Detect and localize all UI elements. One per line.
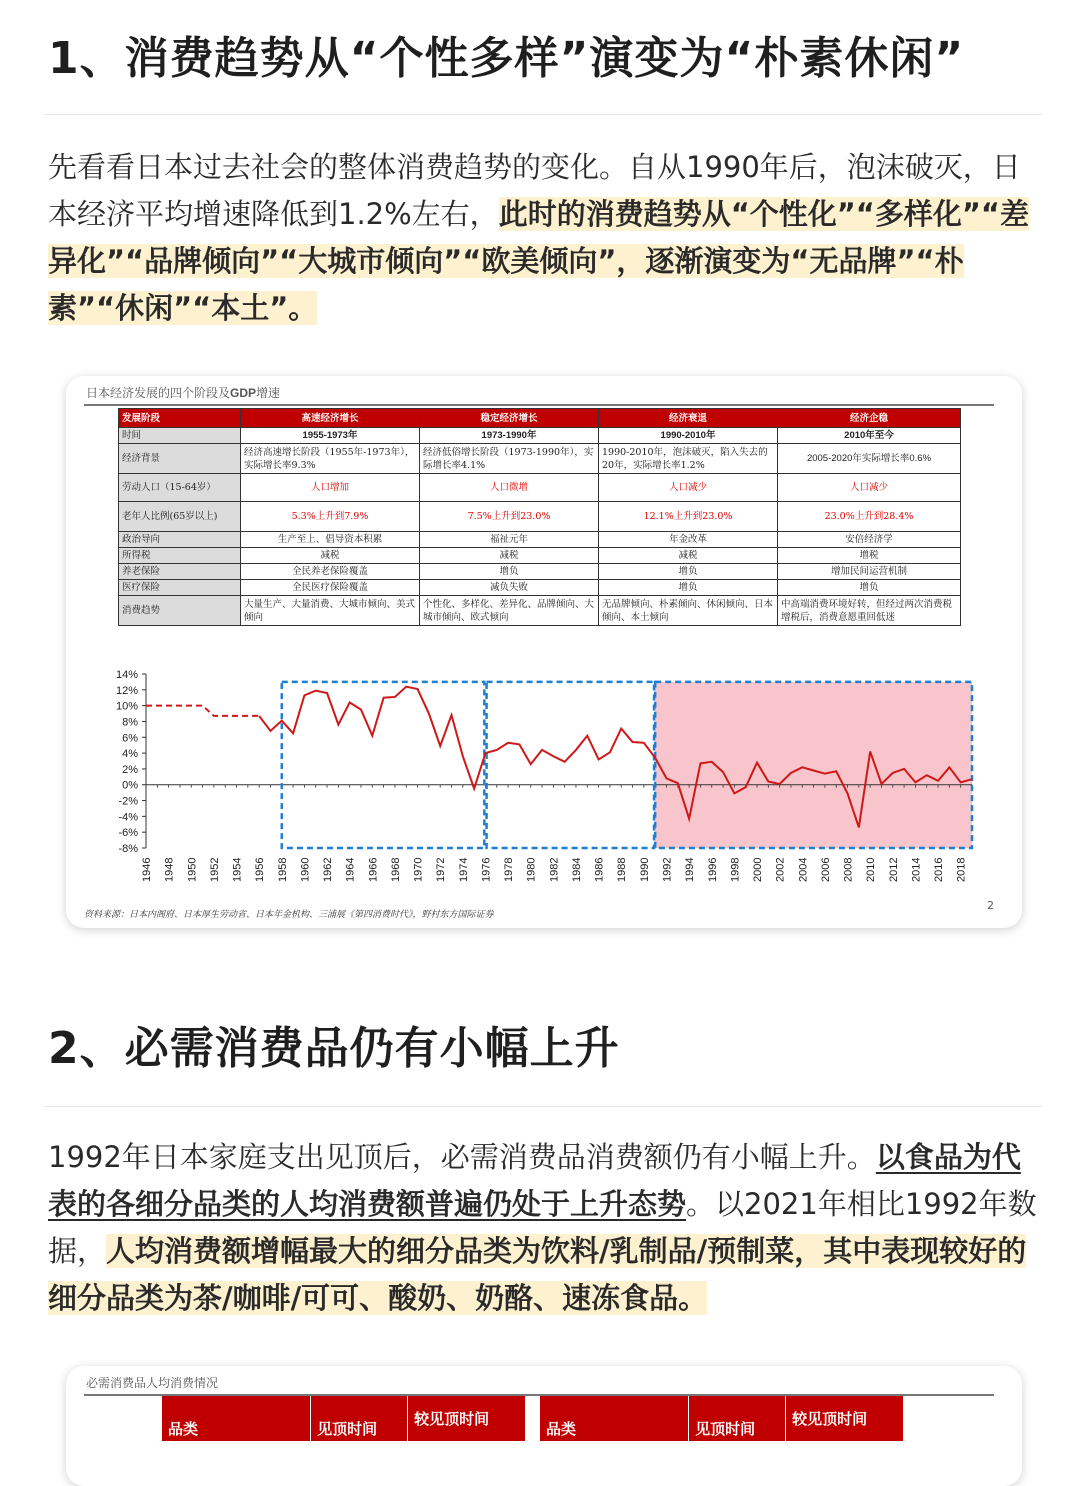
x-tick-label: 1948: [163, 857, 176, 882]
x-tick-label: 1982: [548, 857, 561, 882]
x-tick-label: 1984: [570, 857, 583, 882]
x-tick-label: 1952: [208, 857, 221, 882]
table-row-label: 医疗保险: [119, 580, 241, 596]
table-cell: 大量生产、大量消费、大城市倾向、美式倾向: [241, 596, 420, 626]
table-header-label: 发展阶段: [119, 409, 241, 428]
table-cell: 年金改革: [599, 532, 778, 548]
table-cell: 2010年至今: [778, 428, 961, 444]
x-tick-label: 1970: [412, 857, 425, 882]
table-cell: 增负: [599, 564, 778, 580]
x-tick-label: 1996: [706, 857, 719, 882]
right-header-peak: 见顶时间: [689, 1396, 786, 1441]
y-tick-label: 14%: [115, 669, 138, 681]
x-tick-label: 1980: [525, 857, 538, 882]
right-header-category: 品类: [540, 1396, 689, 1441]
x-tick-label: 1986: [593, 857, 606, 882]
x-tick-label: 2006: [819, 857, 832, 882]
y-tick-label: 4%: [122, 748, 138, 761]
table-row: [119, 548, 961, 564]
x-tick-label: 1998: [729, 857, 742, 882]
table-cell: 23.0%上升到28.4%: [778, 502, 961, 532]
y-tick-label: -4%: [118, 811, 138, 824]
table-row: [119, 502, 961, 532]
x-tick-label: 1974: [457, 857, 470, 882]
table-cell: 人口增加: [241, 474, 420, 502]
table-row-label: 所得税: [119, 548, 241, 564]
x-tick-label: 1962: [322, 857, 335, 882]
table-cell: 中高端消费环境好转，但经过两次消费税增税后，消费意愿重回低迷: [778, 596, 961, 626]
section2-paragraph-highlight: 人均消费额增幅最大的细分品类为饮料/乳制品/预制菜，其中表现较好的细分品类为茶/咖啡/可可、酸奶、奶酪、速冻食品。: [48, 1234, 1027, 1315]
section2-paragraph-underline: 以食品为代表的各细分品类的人均消费额普遍仍处于上升态势: [48, 1140, 1021, 1221]
table-header-stage: 稳定经济增长: [420, 409, 599, 428]
gdp-stage-card: [66, 376, 1022, 928]
table-row-label: 老年人比例(65岁以上): [119, 502, 241, 532]
table-cell: 1973-1990年: [420, 428, 599, 444]
table-row: [119, 532, 961, 548]
table-cell: 增负: [420, 564, 599, 580]
table-cell: 增负: [778, 580, 961, 596]
table-header-stage: 高速经济增长: [241, 409, 420, 428]
y-tick-label: 10%: [115, 700, 138, 713]
necessities-card: [66, 1366, 1022, 1486]
x-tick-label: 2008: [842, 857, 855, 882]
x-tick-label: 1950: [186, 857, 199, 882]
table-cell: 人口微增: [420, 474, 599, 502]
table-row: [119, 474, 961, 502]
x-tick-label: 2014: [910, 857, 923, 882]
table-row-label: 消费趋势: [119, 596, 241, 626]
x-tick-label: 2018: [955, 857, 968, 882]
table-row: [119, 444, 961, 474]
table-cell: 增税: [778, 548, 961, 564]
y-tick-label: 2%: [122, 763, 138, 776]
y-tick-label: 8%: [122, 716, 138, 729]
period-box: [282, 682, 485, 848]
section1-paragraph-highlight: 此时的消费趋势从“个性化”“多样化”“差异化”“品牌倾向”“大城市倾向”“欧美倾向”，逐渐演变为“无品牌”“朴素”“休闲”“本土”。: [48, 197, 1029, 325]
y-tick-label: 6%: [122, 732, 138, 745]
stage-table: [118, 408, 961, 626]
table-cell: 1990-2010年: [599, 428, 778, 444]
x-tick-label: 1954: [231, 857, 244, 882]
table-row: [119, 596, 961, 626]
x-tick-label: 1946: [141, 857, 153, 882]
right-header-vs-peak: 较见顶时间: [786, 1396, 904, 1441]
table-cell: 人口减少: [599, 474, 778, 502]
x-tick-label: 2010: [865, 857, 878, 882]
left-header-peak: 见顶时间: [311, 1396, 408, 1441]
table-cell: 生产至上、倡导资本积累: [241, 532, 420, 548]
x-tick-label: 1994: [684, 857, 697, 882]
x-tick-label: 1992: [661, 857, 674, 882]
section1-divider: [44, 114, 1042, 115]
section2-divider: [44, 1106, 1042, 1107]
y-tick-label: 0%: [122, 779, 138, 792]
table-cell: 减税: [599, 548, 778, 564]
table-cell: 1990-2010年，泡沫破灭，陷入失去的20年，实际增长率1.2%: [599, 444, 778, 474]
table-cell: 2005-2020年实际增长率0.6%: [778, 444, 961, 474]
section2-paragraph: [48, 1134, 1040, 1322]
table-cell: 全民医疗保险覆盖: [241, 580, 420, 596]
table-row-label: 政治导向: [119, 532, 241, 548]
table-cell: 经济高速增长阶段（1955年-1973年），实际增长率9.3%: [241, 444, 420, 474]
x-tick-label: 1978: [503, 857, 516, 882]
table-row: [119, 564, 961, 580]
table-cell: 经济低俗增长阶段（1973-1990年），实际增长率4.1%: [420, 444, 599, 474]
table-cell: 减税: [241, 548, 420, 564]
x-tick-label: 1958: [276, 857, 289, 882]
table-cell: 人口减少: [778, 474, 961, 502]
y-tick-label: -8%: [118, 843, 138, 855]
x-tick-label: 1956: [254, 857, 267, 882]
table-header-stage: 经济衰退: [599, 409, 778, 428]
gdp-growth-chart: [66, 666, 1022, 906]
necessities-table-left: [162, 1396, 526, 1441]
x-tick-label: 2004: [797, 857, 810, 882]
table-row: [119, 428, 961, 444]
card1-title: 日本经济发展的四个阶段及GDP增速: [86, 386, 281, 400]
table-cell: 7.5%上升到23.0%: [420, 502, 599, 532]
card1-source: 资料来源：日本内阁府、日本厚生劳动省、日本年金机构、三浦展《第四消费时代》，野村东方国际证券: [84, 910, 494, 920]
y-tick-label: -2%: [118, 795, 138, 808]
period-box: [487, 682, 654, 848]
y-tick-label: 12%: [115, 684, 138, 697]
x-tick-label: 1960: [299, 857, 312, 882]
x-tick-label: 1976: [480, 857, 493, 882]
necessities-table-right: [540, 1396, 904, 1441]
table-cell: 减负失败: [420, 580, 599, 596]
table-row: [119, 580, 961, 596]
left-header-category: 品类: [162, 1396, 311, 1441]
section2-title: 2、必需消费品仍有小幅上升: [48, 1023, 620, 1074]
table-cell: 12.1%上升到23.0%: [599, 502, 778, 532]
card1-page-number: 2: [987, 899, 994, 912]
table-header-stage: 经济企稳: [778, 409, 961, 428]
table-row-label: 时间: [119, 428, 241, 444]
x-tick-label: 2002: [774, 857, 787, 882]
card2-title: 必需消费品人均消费情况: [86, 1376, 219, 1390]
table-cell: 全民养老保险覆盖: [241, 564, 420, 580]
left-header-vs-peak: 较见顶时间: [408, 1396, 526, 1441]
section2-paragraph-text2: 。以2021年相比1992年数据，: [48, 1187, 1037, 1268]
recession-shade: [655, 682, 972, 848]
table-cell: 5.3%上升到7.9%: [241, 502, 420, 532]
gdp-series-dashed: [146, 706, 259, 716]
x-tick-label: 1964: [344, 857, 357, 882]
table-cell: 1955-1973年: [241, 428, 420, 444]
table-row-label: 经济背景: [119, 444, 241, 474]
y-tick-label: -6%: [118, 827, 138, 840]
x-tick-label: 1988: [616, 857, 629, 882]
x-tick-label: 1972: [435, 857, 448, 882]
table-cell: 个性化、多样化、差异化、品牌倾向、大城市倾向、欧式倾向: [420, 596, 599, 626]
x-tick-label: 2012: [887, 857, 900, 882]
section2-paragraph-text1: 1992年日本家庭支出见顶后，必需消费品消费额仍有小幅上升。: [48, 1140, 876, 1174]
section1-paragraph: [48, 144, 1040, 332]
x-tick-label: 1990: [638, 857, 651, 882]
table-cell: 福祉元年: [420, 532, 599, 548]
table-row-label: 养老保险: [119, 564, 241, 580]
x-tick-label: 1968: [389, 857, 402, 882]
table-cell: 减税: [420, 548, 599, 564]
section1-paragraph-text: 先看看日本过去社会的整体消费趋势的变化。自从1990年后，泡沫破灭，日本经济平均增速降低到1.2%左右，: [48, 150, 1021, 231]
table-cell: 无品牌倾向、朴素倾向、休闲倾向、日本倾向、本土倾向: [599, 596, 778, 626]
table-cell: 增加民间运营机制: [778, 564, 961, 580]
table-row-label: 劳动人口（15-64岁）: [119, 474, 241, 502]
x-tick-label: 2000: [752, 857, 765, 882]
table-cell: 安倍经济学: [778, 532, 961, 548]
x-tick-label: 1966: [367, 857, 380, 882]
card1-title-rule: [84, 404, 994, 406]
table-cell: 增负: [599, 580, 778, 596]
x-tick-label: 2016: [933, 857, 946, 882]
section1-title: 1、消费趋势从“个性多样”演变为“朴素休闲”: [48, 33, 965, 84]
